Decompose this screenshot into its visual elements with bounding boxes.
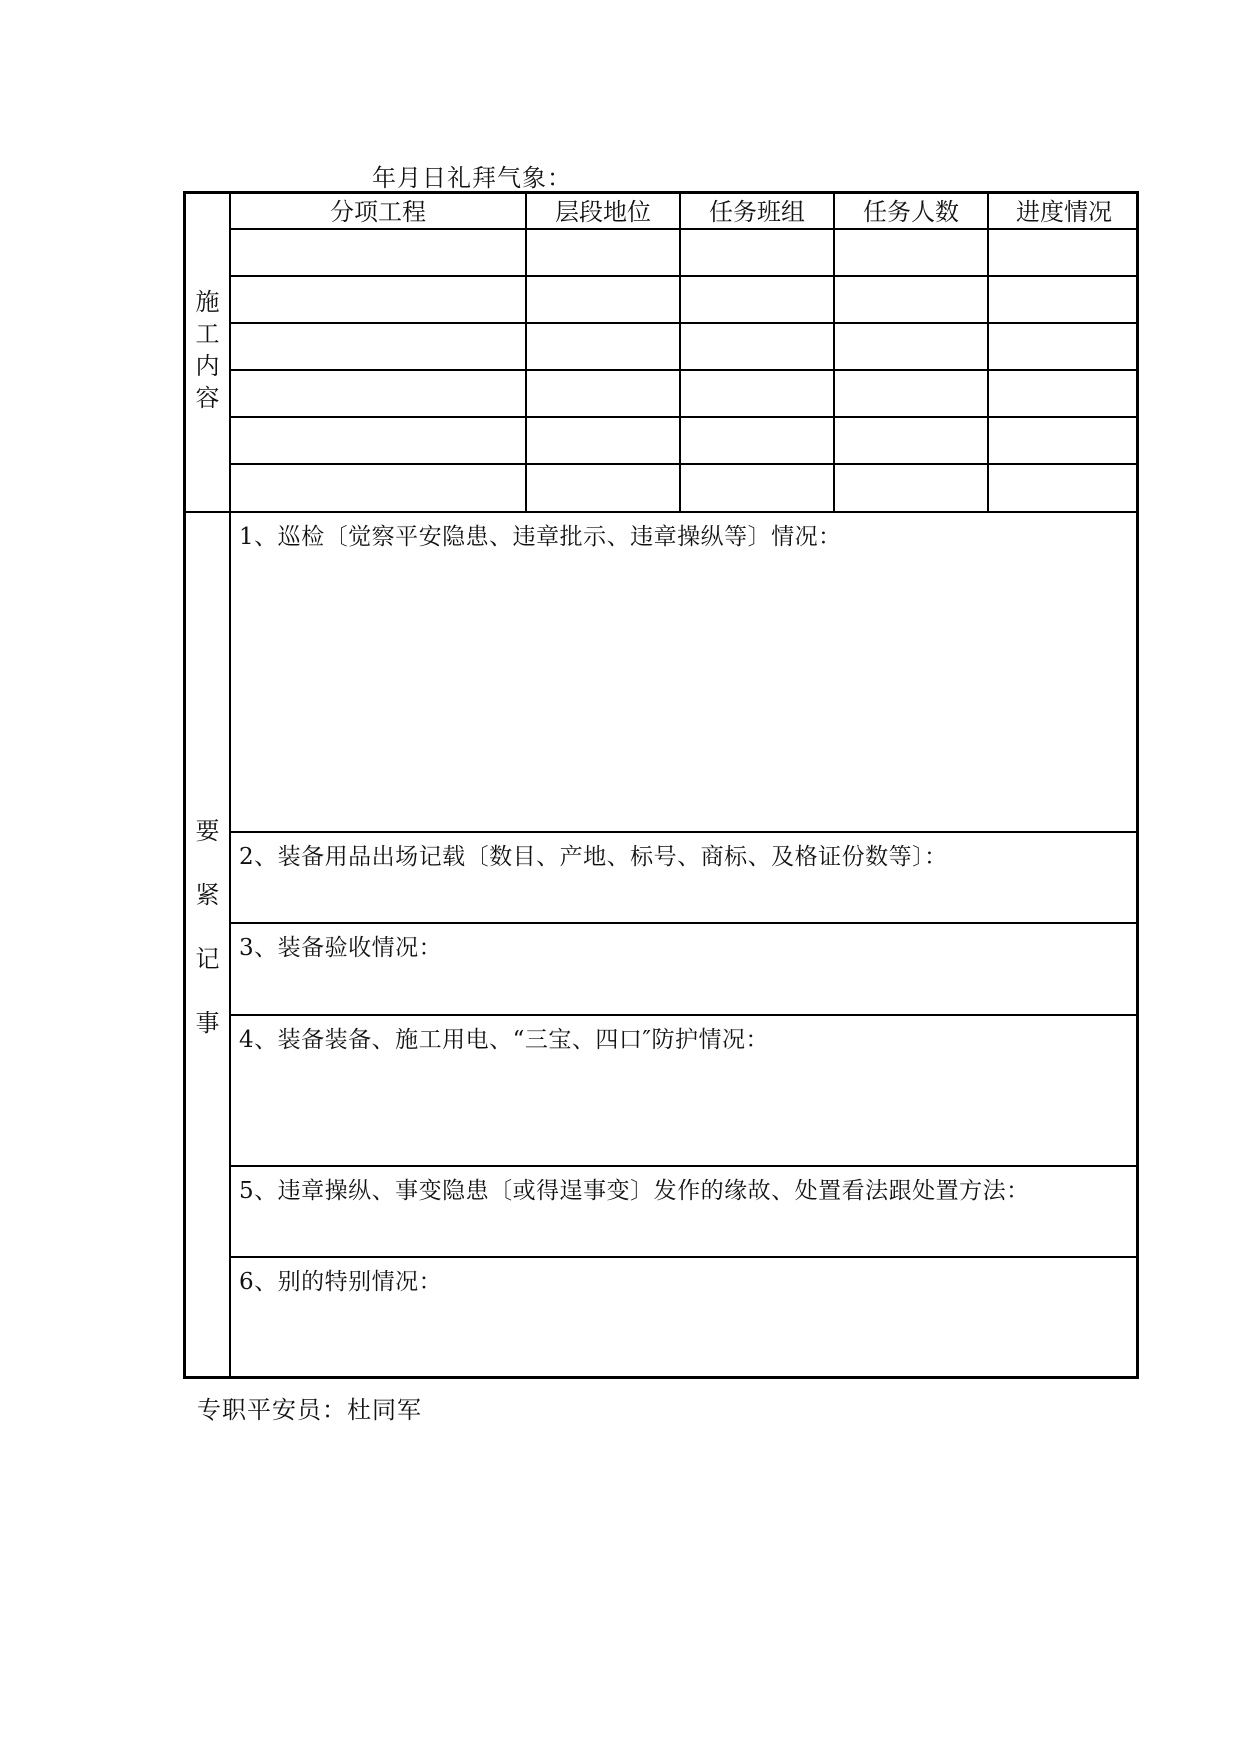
section-line <box>229 1256 1139 1258</box>
date-weather-line: 年月日礼拜气象： <box>372 164 572 192</box>
col-divider <box>679 194 681 513</box>
notes-side-label: 要 紧 记 事 <box>195 817 220 1037</box>
column-header-headcount: 任务人数 <box>863 198 959 226</box>
notes-section-materials-entry: 2、装备用品出场记载〔数目、产地、标号、商标、及格证份数等〕： <box>239 844 948 870</box>
notes-section-inspection: 1、巡检〔觉察平安隐患、违章批示、违章操纵等〕情况： <box>239 524 842 550</box>
notes-section-violations: 5、违章操纵、事变隐患〔或得逞事变〕发作的缘故、处置看法跟处置方法： <box>239 1178 1030 1204</box>
column-header-progress: 进度情况 <box>1016 198 1112 226</box>
daily-log-form <box>183 191 1139 1379</box>
table-row-line <box>229 322 1139 324</box>
section-line <box>229 922 1139 924</box>
section-line <box>229 1014 1139 1016</box>
table-row-line <box>229 275 1139 277</box>
side-column-divider <box>229 194 231 1376</box>
table-row-line <box>229 369 1139 371</box>
safety-officer-signature: 专职平安员：杜同军 <box>197 1396 422 1424</box>
section-line <box>229 1165 1139 1167</box>
col-divider <box>525 194 527 513</box>
table-row-line <box>229 463 1139 465</box>
section-separator <box>186 511 1139 513</box>
table-row-line <box>229 228 1139 230</box>
table-row-line <box>229 416 1139 418</box>
column-header-location: 层段地位 <box>555 198 651 226</box>
section-line <box>229 831 1139 833</box>
col-divider <box>987 194 989 513</box>
notes-section-other: 6、别的特别情况： <box>239 1269 443 1295</box>
column-header-item: 分项工程 <box>330 198 426 226</box>
notes-section-acceptance: 3、装备验收情况： <box>239 935 443 961</box>
col-divider <box>833 194 835 513</box>
construction-side-label: 施 工 内 容 <box>195 288 220 412</box>
notes-section-protection: 4、装备装备、施工用电、“三宝、四口″防护情况： <box>239 1027 769 1053</box>
column-header-team: 任务班组 <box>709 198 805 226</box>
